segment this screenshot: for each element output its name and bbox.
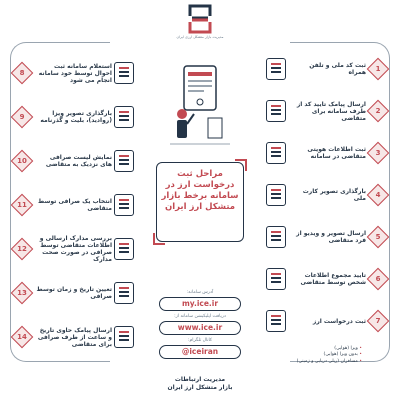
passport-icon — [114, 106, 134, 128]
step-number: 11 — [17, 201, 27, 209]
step-number: 7 — [375, 317, 381, 325]
step-label: نمایش لیست صرافی های نزدیک به متقاضی — [45, 154, 112, 168]
step-label: تعیین تاریخ و زمان توسط صرافی — [36, 286, 112, 300]
step-number: 14 — [17, 333, 27, 341]
contact-app — [150, 314, 250, 335]
step-number: 1 — [375, 65, 381, 73]
phone-icon — [266, 58, 286, 80]
step-label: استعلام سامانه ثبت احوال توسط خود سامانه انجام می شود — [38, 62, 112, 84]
step-number: 9 — [19, 113, 25, 121]
contact-caption: دریافت اپلیکیشن سامانه از: — [174, 314, 226, 319]
step-label: ثبت کد ملی و تلفن همراه — [309, 62, 366, 76]
step-number: 4 — [375, 191, 381, 199]
step-number: 5 — [375, 233, 381, 241]
currency-icon — [266, 310, 286, 332]
step-label: بارگذاری تصویر ویزا (روادید)، بلیت و گذرنامه — [40, 110, 112, 124]
step-label: انتخاب یک صرافی توسط متقاضی — [38, 198, 112, 212]
step-number: 2 — [375, 107, 381, 115]
footer-line: مدیریت ارتباطات — [174, 376, 226, 383]
step-label: ثبت درخواست ارز — [312, 317, 366, 325]
step-11 — [8, 190, 134, 220]
step-3 — [266, 138, 392, 168]
contact-telegram — [150, 338, 250, 359]
step-5 — [266, 222, 392, 252]
sms-time-icon — [114, 326, 134, 348]
calendar-icon — [114, 282, 134, 304]
step-9 — [8, 102, 134, 132]
id-form-icon — [266, 142, 286, 164]
step-10 — [8, 146, 134, 176]
step-13 — [8, 278, 134, 308]
logo-text: مدیریت بازار متشکل ارزی ایران — [176, 35, 224, 39]
sms-icon — [266, 100, 286, 122]
step-6 — [266, 264, 392, 294]
step-2 — [266, 96, 392, 126]
diagram-title: مراحل ثبت درخواست ارز در سامانه برخط بازار متشکل ارز ایران — [156, 162, 244, 242]
step-number: 8 — [19, 69, 25, 77]
list-item: • ویزا (هوایی) — [280, 346, 362, 352]
step-12 — [8, 234, 134, 264]
step-7 — [266, 306, 392, 336]
step-number: 6 — [375, 275, 381, 283]
step-label: بارگذاری تصویر کارت ملی — [302, 188, 366, 202]
website-link[interactable]: my.ice.ir — [159, 297, 241, 311]
step-label: ارسال پیامک تایید کد از طرف سامانه برای متقاضی — [296, 100, 366, 122]
select-icon — [114, 194, 134, 216]
contact-caption: کانال تلگرام: — [187, 338, 213, 343]
step-label: ارسال پیامک حاوی تاریخ و ساعت از طرف صرافی برای متقاضی — [37, 326, 112, 348]
step-label: ثبت اطلاعات هویتی متقاضی در سامانه — [307, 146, 366, 160]
app-link[interactable]: www.ice.ir — [159, 321, 241, 335]
kiosk-illustration — [170, 62, 230, 152]
step-number: 12 — [17, 245, 27, 253]
footer-line: بازار متشکل ارز ایران — [167, 384, 233, 391]
step-label: تایید مجموع اطلاعات شخص توسط متقاضی — [300, 272, 366, 286]
contact-website — [150, 290, 250, 311]
step-number: 10 — [17, 157, 27, 165]
step-8 — [8, 58, 134, 88]
list-item: • بدون ویزا (هوایی) — [280, 352, 362, 358]
telegram-link[interactable]: @iceiran — [159, 345, 241, 359]
list-item: • مسافران (ریلی دریایی و زمینی) — [280, 359, 362, 365]
review-icon — [114, 238, 134, 260]
footer-credit — [150, 376, 250, 392]
step-number: 13 — [17, 289, 27, 297]
map-icon — [114, 150, 134, 172]
id-card-icon — [266, 184, 286, 206]
contact-caption: آدرس سامانه: — [186, 290, 214, 295]
inquiry-icon — [114, 62, 134, 84]
checklist-icon — [266, 268, 286, 290]
step-label: ارسال تصویر و ویدیو از فرد متقاضی — [296, 230, 366, 244]
currency-type-list — [280, 346, 362, 365]
step-1 — [266, 54, 392, 84]
step-number: 3 — [375, 149, 381, 157]
camera-icon — [266, 226, 286, 248]
step-14 — [8, 322, 134, 352]
logo-icon — [176, 4, 224, 34]
step-label: بررسی مدارک ارسالی و اطلاعات متقاضی توسط صرافی در صورت صحت مدارک — [39, 235, 112, 263]
step-4 — [266, 180, 392, 210]
